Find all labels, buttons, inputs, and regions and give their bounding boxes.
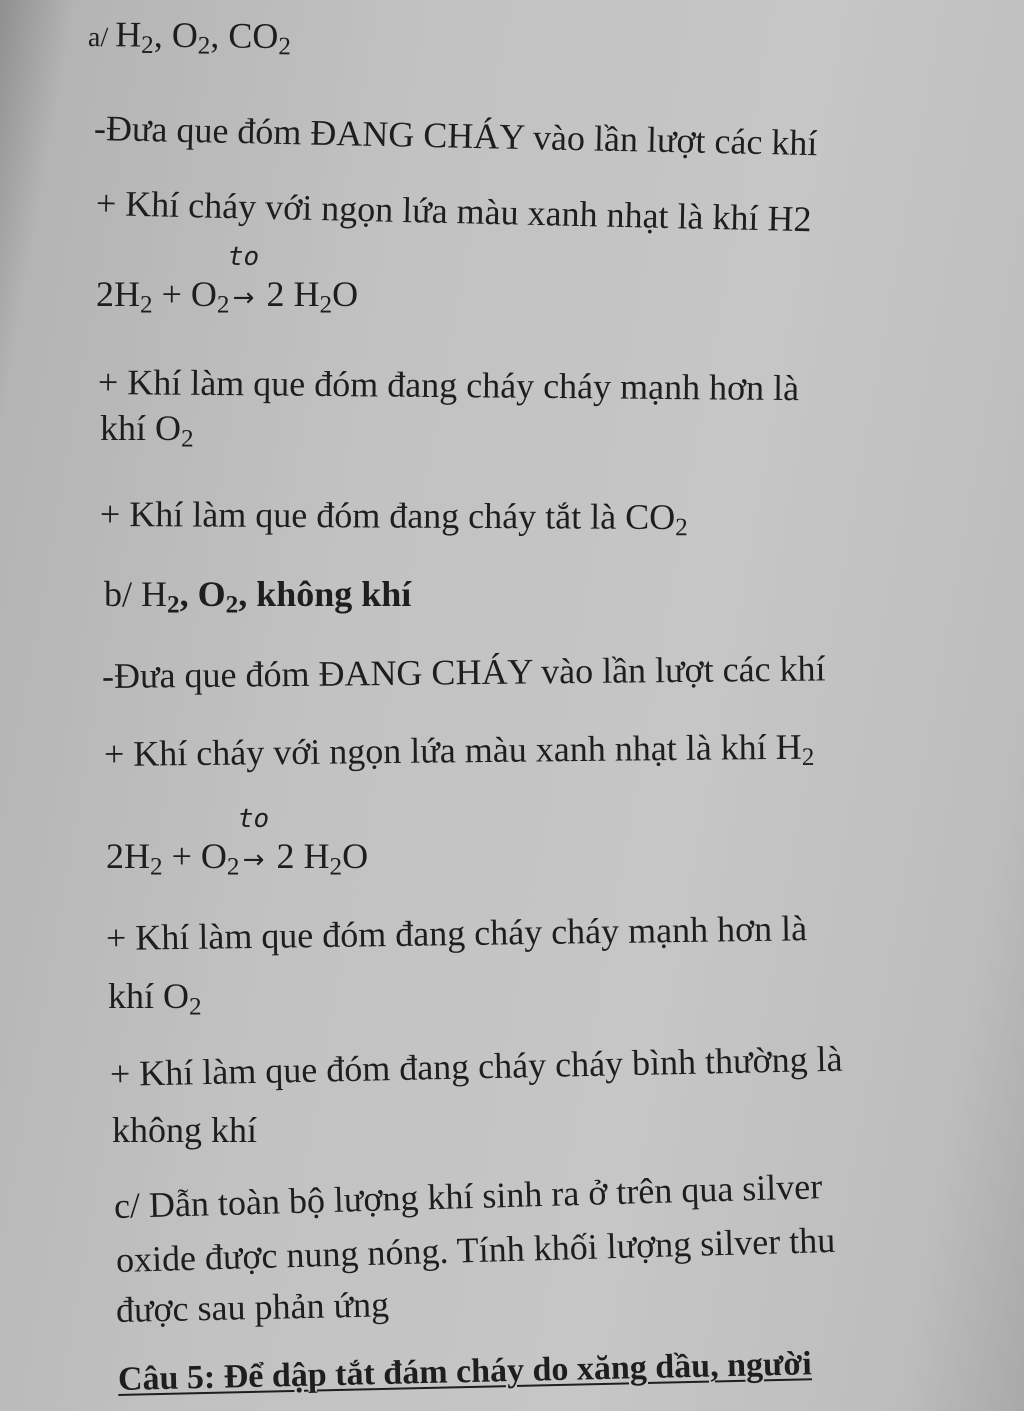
part-a-equation: $2H_2 + O_2$ to → 2 $H_2O$ [96, 242, 359, 319]
part-b-h2-result: + Khí cháy với ngọn lứa màu xanh nhạt là khí $H_2$ [103, 726, 815, 774]
reaction-arrow: to → [227, 242, 260, 313]
part-a-o2-result-line2: khí $O_2$ [100, 408, 194, 453]
part-a-h2-result: + Khí cháy với ngọn lứa màu xanh nhạt là khí H2 [95, 183, 812, 240]
gas-h2: $H_2$ [115, 14, 154, 59]
part-a-step: -Đưa que đóm ĐANG CHÁY vào lần lượt các khí [93, 108, 818, 164]
part-b-step: -Đưa que đóm ĐANG CHÁY vào lần lượt các khí [101, 648, 826, 696]
part-a-o2-result-line1: + Khí làm que đóm đang cháy cháy mạnh hơn là [97, 362, 800, 409]
part-a-label: a/ [87, 22, 116, 54]
part-b-heading: b/ $H_2$, $O_2$, không khí [104, 574, 412, 619]
part-c-line2: oxide được nung nóng. Tính khối lượng silver thu [115, 1219, 836, 1280]
reaction-condition: to [237, 804, 270, 834]
question-5-heading: Câu 5: Để dập tắt đám cháy do xăng dầu, người [117, 1345, 813, 1398]
reaction-condition: to [227, 242, 260, 272]
part-b-o2-result-line1: + Khí làm que đóm đang cháy cháy mạnh hơn là [105, 908, 808, 958]
part-c-line1: c/ Dẫn toàn bộ lượng khí sinh ra ở trên qua silver [113, 1166, 823, 1226]
part-a-co2-result: + Khí làm que đóm đang cháy tắt là $CO_2$ [99, 494, 688, 542]
gas-co2: , $CO_2$ [210, 15, 292, 61]
part-b-air-result-line1: + Khí làm que đóm đang cháy cháy bình thường là [109, 1038, 843, 1094]
part-b-equation: $2H_2 + O_2$ to → 2 $H_2O$ [106, 804, 369, 881]
part-b-o2-result-line2: khí $O_2$ [108, 976, 202, 1021]
part-c-line3: được sau phản ứng [115, 1284, 390, 1330]
part-b-air-result-line2: không khí [112, 1110, 258, 1150]
gas-o2: , $O_2$ [153, 14, 211, 60]
reaction-arrow: to → [237, 804, 270, 875]
part-a-heading [88, 14, 291, 60]
